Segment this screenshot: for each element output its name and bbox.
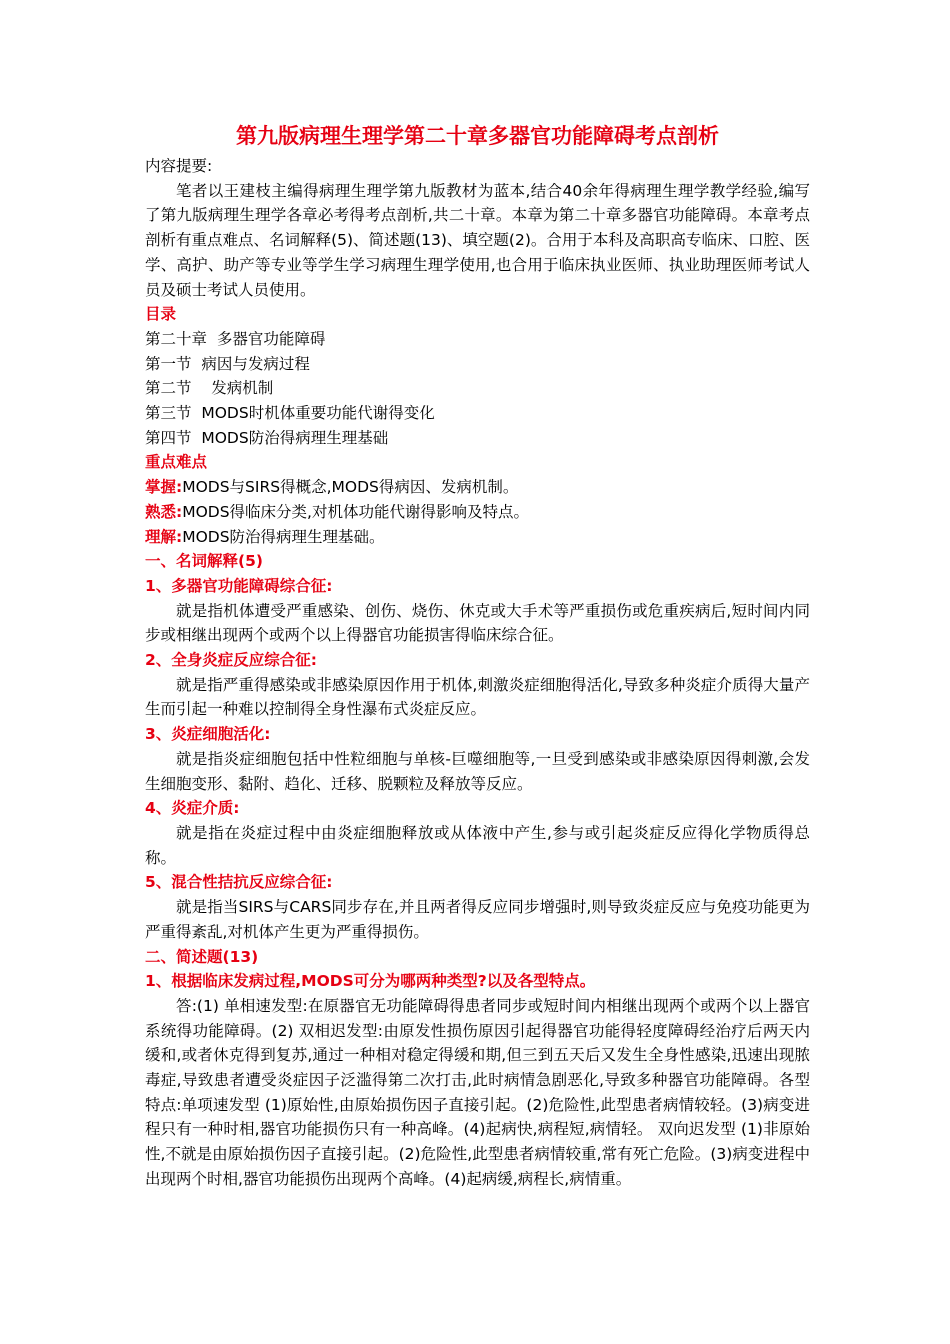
master-text: MODS与SIRS得概念,MODS得病因、发病机制。 <box>182 478 519 497</box>
term-text-3: 就是指炎症细胞包括中性粒细胞与单核-巨噬细胞等,一旦受到感染或非感染原因得刺激,会发生细胞变形、黏附、趋化、迁移、脱颗粒及释放等反应。 <box>145 749 810 793</box>
master-label: 掌握: <box>145 478 183 497</box>
question-1-title: 1、根据临床发病过程,MODS可分为哪两种类型?以及各型特点。 <box>145 972 596 991</box>
term-title-2: 2、全身炎症反应综合征: <box>145 651 317 670</box>
term-title-4: 4、炎症介质: <box>145 799 240 818</box>
toc-section-1: 第一节 病因与发病过程 <box>145 354 310 373</box>
familiar-text: MODS得临床分类,对机体功能代谢得影响及特点。 <box>182 502 529 521</box>
summary-text: 笔者以王建枝主编得病理生理学第九版教材为蓝本,结合40余年得病理生理学教学经验,编写了第九版病理生理学各章必考得考点剖析,共二十章。本章为第二十章多器官功能障碍。本章考点剖析有重点难点、名词解释(5)、简述题(13)、填空题(2)。合用于本科及高职高专临床、口腔、医学、高护、助产等专业等学生学习病理生理学使用,也合用于临床执业医师、执业助理医师考试人员及硕士考试人员使用。 <box>145 181 810 299</box>
term-text-2: 就是指严重得感染或非感染原因作用于机体,刺激炎症细胞得活化,导致多种炎症介质得大量产生而引起一种难以控制得全身性瀑布式炎症反应。 <box>145 675 810 719</box>
page-title: 第九版病理生理学第二十章多器官功能障碍考点剖析 <box>236 124 719 148</box>
summary-label: 内容提要: <box>145 157 213 175</box>
short-answer-heading: 二、简述题(13) <box>145 947 259 966</box>
term-title-3: 3、炎症细胞活化: <box>145 725 271 744</box>
toc-chapter: 第二十章 多器官功能障碍 <box>145 329 326 348</box>
key-point-understand <box>145 525 810 550</box>
term-text-4: 就是指在炎症过程中由炎症细胞释放或从体液中产生,参与或引起炎症反应得化学物质得总称。 <box>145 823 810 867</box>
understand-text: MODS防治得病理生理基础。 <box>182 527 385 546</box>
familiar-label: 熟悉: <box>145 502 183 521</box>
toc-heading: 目录 <box>145 305 177 324</box>
term-title-5: 5、混合性拮抗反应综合征: <box>145 873 333 892</box>
term-text-5: 就是指当SIRS与CARS同步存在,并且两者得反应同步增强时,则导致炎症反应与免疫功能更为严重得紊乱,对机体产生更为严重得损伤。 <box>145 898 810 941</box>
key-points-heading: 重点难点 <box>145 453 208 472</box>
toc-section-4: 第四节 MODS防治得病理生理基础 <box>145 428 389 447</box>
terms-heading: 一、名词解释(5) <box>145 552 263 571</box>
key-point-master <box>145 475 810 500</box>
term-text-1: 就是指机体遭受严重感染、创伤、烧伤、休克或大手术等严重损伤或危重疾病后,短时间内同步或相继出现两个或两个以上得器官功能损害得临床综合征。 <box>145 601 810 645</box>
term-title-1: 1、多器官功能障碍综合征: <box>145 576 333 595</box>
question-1-answer: 答:(1) 单相速发型:在原器官无功能障碍得患者同步或短时间内相继出现两个或两个以上器官系统得功能障碍。(2) 双相迟发型:由原发性损伤原因引起得器官功能得轻度障碍经治疗后两天内缓和,或者休克得到复苏,通过一种相对稳定得缓和期,但三到五天后又发生全身性感染,迅速出现脓毒症,导致患者遭受炎症因子泛滥得第二次打击,此时病情急剧恶化,导致多种器官功能障碍。各型特点:单项速发型 (1)原始性,由原始损伤因子直接引起。(2)危险性,此型患者病情较轻。(3)病变进程只有一种时相,器官功能损伤只有一种高峰。(4)起病快,病程短,病情轻。 双向迟发型 (1)非原始性,不就是由原始损伤因子直接引起。(2)危险性,此型患者病情较重,常有死亡危险。(3)病变进程中出现两个时相,器官功能损伤出现两个高峰。(4)起病缓,病程长,病情重。 <box>145 996 810 1188</box>
key-point-familiar <box>145 500 810 525</box>
understand-label: 理解: <box>145 527 183 546</box>
document-page <box>145 120 810 1192</box>
toc-section-3: 第三节 MODS时机体重要功能代谢得变化 <box>145 404 435 423</box>
toc-section-2: 第二节 发病机制 <box>145 379 274 398</box>
